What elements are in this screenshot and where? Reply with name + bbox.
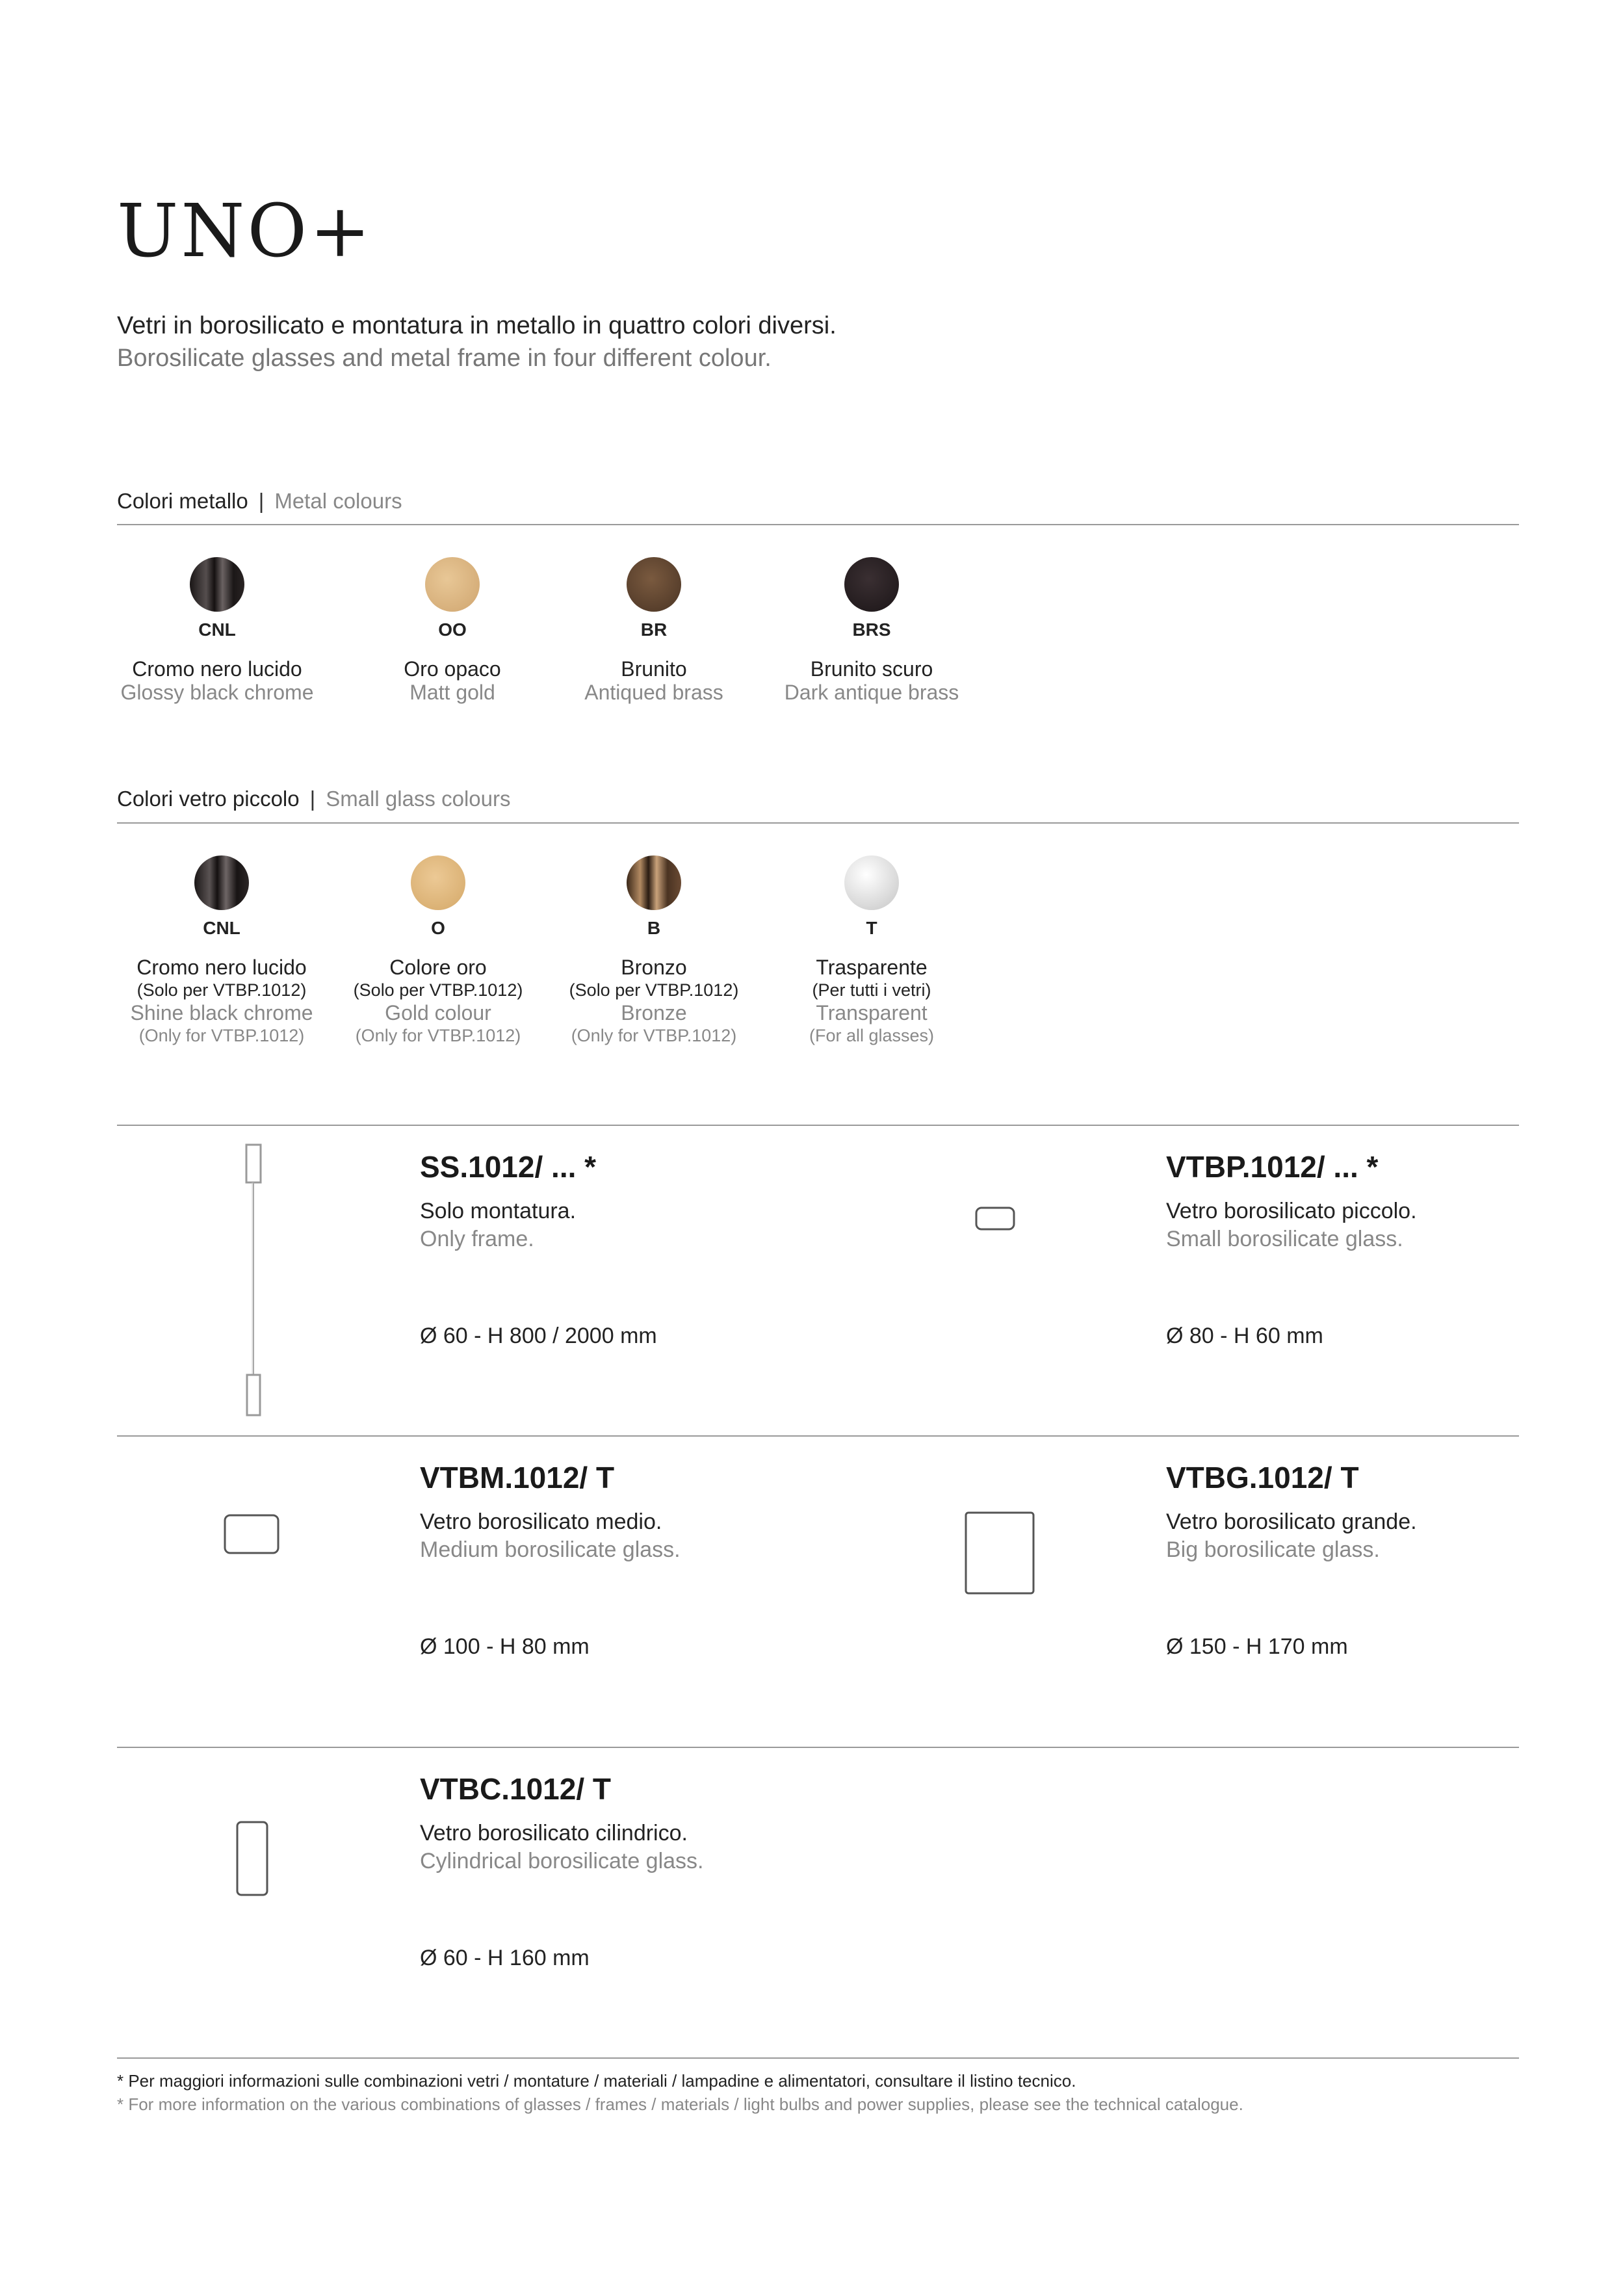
table-divider: [117, 1747, 1519, 1748]
metal-heading-en: Metal colours: [274, 489, 402, 513]
swatch-name-en: Bronze: [621, 1001, 687, 1024]
glass-swatch-cnl: [118, 855, 326, 1047]
footnote-italian: * Per maggiori informazioni sulle combinazioni vetri / montature / materiali / lampadine e alimentatori, consultare il listino tecnico.: [117, 2071, 1076, 2091]
swatch-note-it: (Solo per VTBP.1012): [353, 980, 523, 1000]
swatch-name-it: Cromo nero lucido: [132, 657, 302, 681]
pendant-frame-icon: [231, 1141, 276, 1420]
swatch-note-it: (Per tutti i vetri): [812, 980, 931, 1000]
glass-colours-heading: [117, 787, 510, 811]
swatch-note-it: (Solo per VTBP.1012): [136, 980, 307, 1000]
swatch-note-en: (For all glasses): [809, 1026, 935, 1045]
section-divider: [117, 524, 1519, 525]
swatch-name-en: Matt gold: [409, 681, 495, 704]
heading-separator: |: [309, 787, 316, 811]
product-code: VTBP.1012/ ... *: [1166, 1150, 1379, 1184]
swatch-code: O: [431, 918, 445, 938]
product-code: SS.1012/ ... *: [420, 1150, 597, 1184]
product-desc-en: Medium borosilicate glass.: [420, 1537, 681, 1562]
product-ss1012: [420, 1149, 1005, 1422]
cylindrical-glass-icon: [232, 1817, 275, 1901]
swatch-code: B: [647, 918, 661, 938]
intro-english: Borosilicate glasses and metal frame in four different colour.: [117, 345, 772, 372]
swatch-name-it: Brunito scuro: [810, 657, 933, 681]
product-vtbc1012: [420, 1771, 1005, 2044]
swatch-dot: [627, 557, 681, 612]
glass-heading-it: Colori vetro piccolo: [117, 787, 300, 811]
product-desc-en: Big borosilicate glass.: [1166, 1537, 1380, 1562]
metal-swatch-br: [550, 557, 758, 704]
table-divider: [117, 1125, 1519, 1126]
section-divider: [117, 822, 1519, 824]
metal-swatch-oo: [348, 557, 556, 704]
swatch-name-en: Gold colour: [385, 1001, 491, 1024]
swatch-code: OO: [438, 620, 467, 640]
swatch-code: BR: [640, 620, 668, 640]
glass-swatch-t: [768, 855, 976, 1047]
product-code: VTBG.1012/ T: [1166, 1461, 1359, 1494]
product-vtbm1012: [420, 1460, 1005, 1733]
swatch-dot: [411, 855, 465, 910]
product-desc-en: Small borosilicate glass.: [1166, 1227, 1403, 1251]
swatch-name-it: Cromo nero lucido: [136, 956, 307, 979]
swatch-code: CNL: [203, 918, 240, 938]
swatch-code: T: [866, 918, 877, 938]
swatch-name-it: Oro opaco: [404, 657, 501, 681]
table-divider: [117, 2057, 1519, 2059]
glass-heading-en: Small glass colours: [326, 787, 511, 811]
product-code: VTBM.1012/ T: [420, 1461, 615, 1494]
swatch-name-en: Dark antique brass: [784, 681, 959, 704]
swatch-dot: [844, 557, 899, 612]
swatch-name-en: Antiqued brass: [584, 681, 723, 704]
product-dimensions: Ø 150 - H 170 mm: [1166, 1634, 1348, 1659]
swatch-note-it: (Solo per VTBP.1012): [569, 980, 739, 1000]
intro-italian: Vetri in borosilicato e montatura in metallo in quattro colori diversi.: [117, 312, 837, 339]
swatch-dot: [627, 855, 681, 910]
product-desc-it: Vetro borosilicato piccolo.: [1166, 1199, 1417, 1223]
swatch-code: BRS: [852, 620, 891, 640]
swatch-note-en: (Only for VTBP.1012): [355, 1026, 521, 1045]
metal-swatch-cnl: [113, 557, 321, 704]
product-dimensions: Ø 100 - H 80 mm: [420, 1634, 590, 1659]
product-vtbg1012: [1166, 1460, 1517, 1733]
swatch-name-en: Glossy black chrome: [120, 681, 314, 704]
swatch-name-it: Colore oro: [389, 956, 487, 979]
swatch-name-it: Trasparente: [816, 956, 928, 979]
swatch-name-it: Brunito: [621, 657, 687, 681]
swatch-note-en: (Only for VTBP.1012): [138, 1026, 305, 1045]
swatch-name-it: Bronzo: [621, 956, 687, 979]
footnote-english: * For more information on the various combinations of glasses / frames / materials / light bulbs and power supplies, please see the technical catalogue.: [117, 2094, 1243, 2114]
swatch-dot: [425, 557, 480, 612]
swatch-name-en: Shine black chrome: [130, 1001, 313, 1024]
product-desc-en: Only frame.: [420, 1227, 534, 1251]
product-desc-it: Vetro borosilicato medio.: [420, 1509, 662, 1534]
swatch-note-en: (Only for VTBP.1012): [571, 1026, 737, 1045]
swatch-name-en: Transparent: [816, 1001, 928, 1024]
glass-swatch-b: [550, 855, 758, 1047]
product-desc-it: Solo montatura.: [420, 1199, 577, 1223]
product-dimensions: Ø 80 - H 60 mm: [1166, 1324, 1323, 1348]
product-code: VTBC.1012/ T: [420, 1772, 611, 1806]
swatch-dot: [190, 557, 244, 612]
product-desc-it: Vetro borosilicato grande.: [1166, 1509, 1417, 1534]
product-dimensions: Ø 60 - H 800 / 2000 mm: [420, 1324, 657, 1348]
metal-heading-it: Colori metallo: [117, 489, 248, 513]
medium-glass-icon: [221, 1511, 283, 1558]
table-divider: [117, 1435, 1519, 1437]
swatch-dot: [844, 855, 899, 910]
metal-colours-heading: [117, 489, 402, 514]
swatch-code: CNL: [198, 620, 236, 640]
product-desc-en: Cylindrical borosilicate glass.: [420, 1849, 704, 1873]
glass-swatch-o: [334, 855, 542, 1047]
product-desc-it: Vetro borosilicato cilindrico.: [420, 1821, 688, 1846]
product-dimensions: Ø 60 - H 160 mm: [420, 1946, 590, 1970]
heading-separator: |: [258, 489, 265, 513]
metal-swatch-brs: [768, 557, 976, 704]
swatch-dot: [194, 855, 249, 910]
product-vtbp1012: [1166, 1149, 1517, 1422]
page-title: UNO+: [117, 189, 374, 274]
